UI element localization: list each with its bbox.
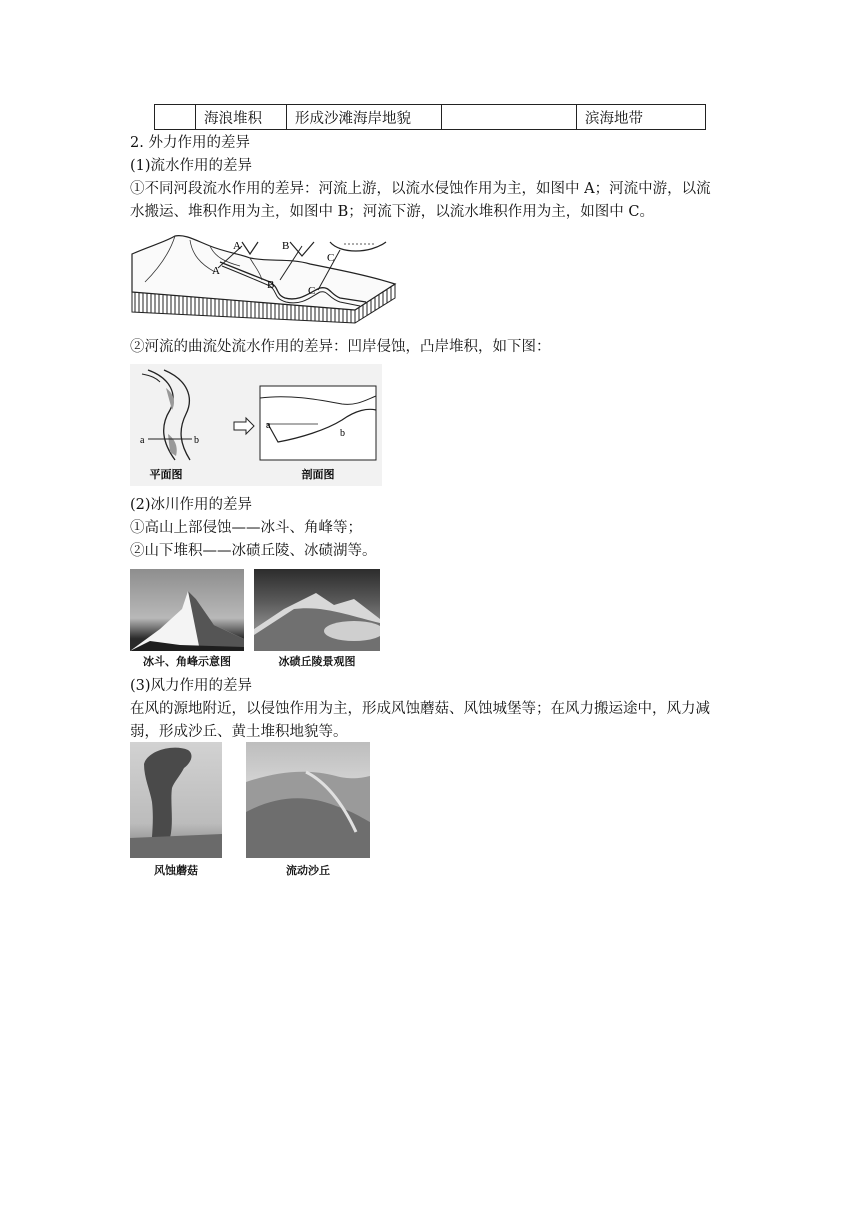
sub1-title: (1)流水作用的差异 — [130, 158, 253, 174]
table-cell — [155, 105, 196, 130]
meander-drawing — [130, 364, 382, 486]
moraine-shape — [254, 569, 380, 651]
landform-table — [154, 104, 706, 130]
table-cell: 海浪堆积 — [196, 105, 287, 130]
label-c: C — [308, 285, 316, 297]
wind-caption-right: 流动沙丘 — [286, 864, 330, 877]
glacier-caption-left: 冰斗、角峰示意图 — [143, 655, 231, 668]
sub2-title: (2)冰川作用的差异 — [130, 497, 253, 513]
label-b: B — [267, 279, 275, 291]
section2-title: 2. 外力作用的差异 — [130, 135, 250, 151]
sub1-para1-line1: ①不同河段流水作用的差异：河流上游，以流水侵蚀作用为主，如图中 A；河流中游，以流 — [130, 181, 711, 197]
sub3-title: (3)风力作用的差异 — [130, 678, 253, 694]
table-cell: 形成沙滩海岸地貌 — [287, 105, 442, 130]
plan-label-b: b — [194, 435, 199, 446]
moraine-photo — [254, 569, 380, 651]
table-row — [155, 105, 706, 130]
sub1-para2: ②河流的曲流处流水作用的差异：凹岸侵蚀，凸岸堆积，如下图： — [130, 339, 551, 355]
glacier-caption-right: 冰碛丘陵景观图 — [278, 655, 356, 668]
plan-caption: 平面图 — [149, 468, 183, 481]
label-c-top: C — [327, 252, 335, 264]
meander-diagram — [130, 364, 382, 486]
river-profile-diagram — [130, 232, 404, 326]
section-caption: 剖面图 — [301, 468, 335, 481]
matterhorn-photo — [130, 569, 244, 651]
mushroom-rock-shape — [130, 742, 222, 858]
sub2-line1: ①高山上部侵蚀——冰斗、角峰等； — [130, 520, 362, 536]
sand-dune-photo — [246, 742, 370, 858]
sub2-line2: ②山下堆积——冰碛丘陵、冰碛湖等。 — [130, 543, 377, 559]
section-label-a: a — [266, 420, 271, 431]
table-cell: 滨海地带 — [577, 105, 706, 130]
label-a-top: A — [233, 240, 241, 252]
section-label-b: b — [340, 428, 345, 439]
dune-shape — [246, 742, 370, 858]
label-a: A — [212, 265, 220, 277]
label-b-top: B — [282, 240, 290, 252]
plan-label-a: a — [140, 435, 145, 446]
peak-shape — [130, 569, 244, 651]
sub3-line2: 弱，形成沙丘、黄土堆积地貌等。 — [130, 724, 348, 740]
sub1-para1-line2: 水搬运、堆积作用为主，如图中 B；河流下游，以流水堆积作用为主，如图中 C。 — [130, 204, 654, 220]
sub3-line1: 在风的源地附近，以侵蚀作用为主，形成风蚀蘑菇、风蚀城堡等；在风力搬运途中，风力减 — [130, 701, 710, 717]
mushroom-rock-photo — [130, 742, 222, 858]
wind-caption-left: 风蚀蘑菇 — [154, 864, 198, 877]
table-cell — [442, 105, 577, 130]
